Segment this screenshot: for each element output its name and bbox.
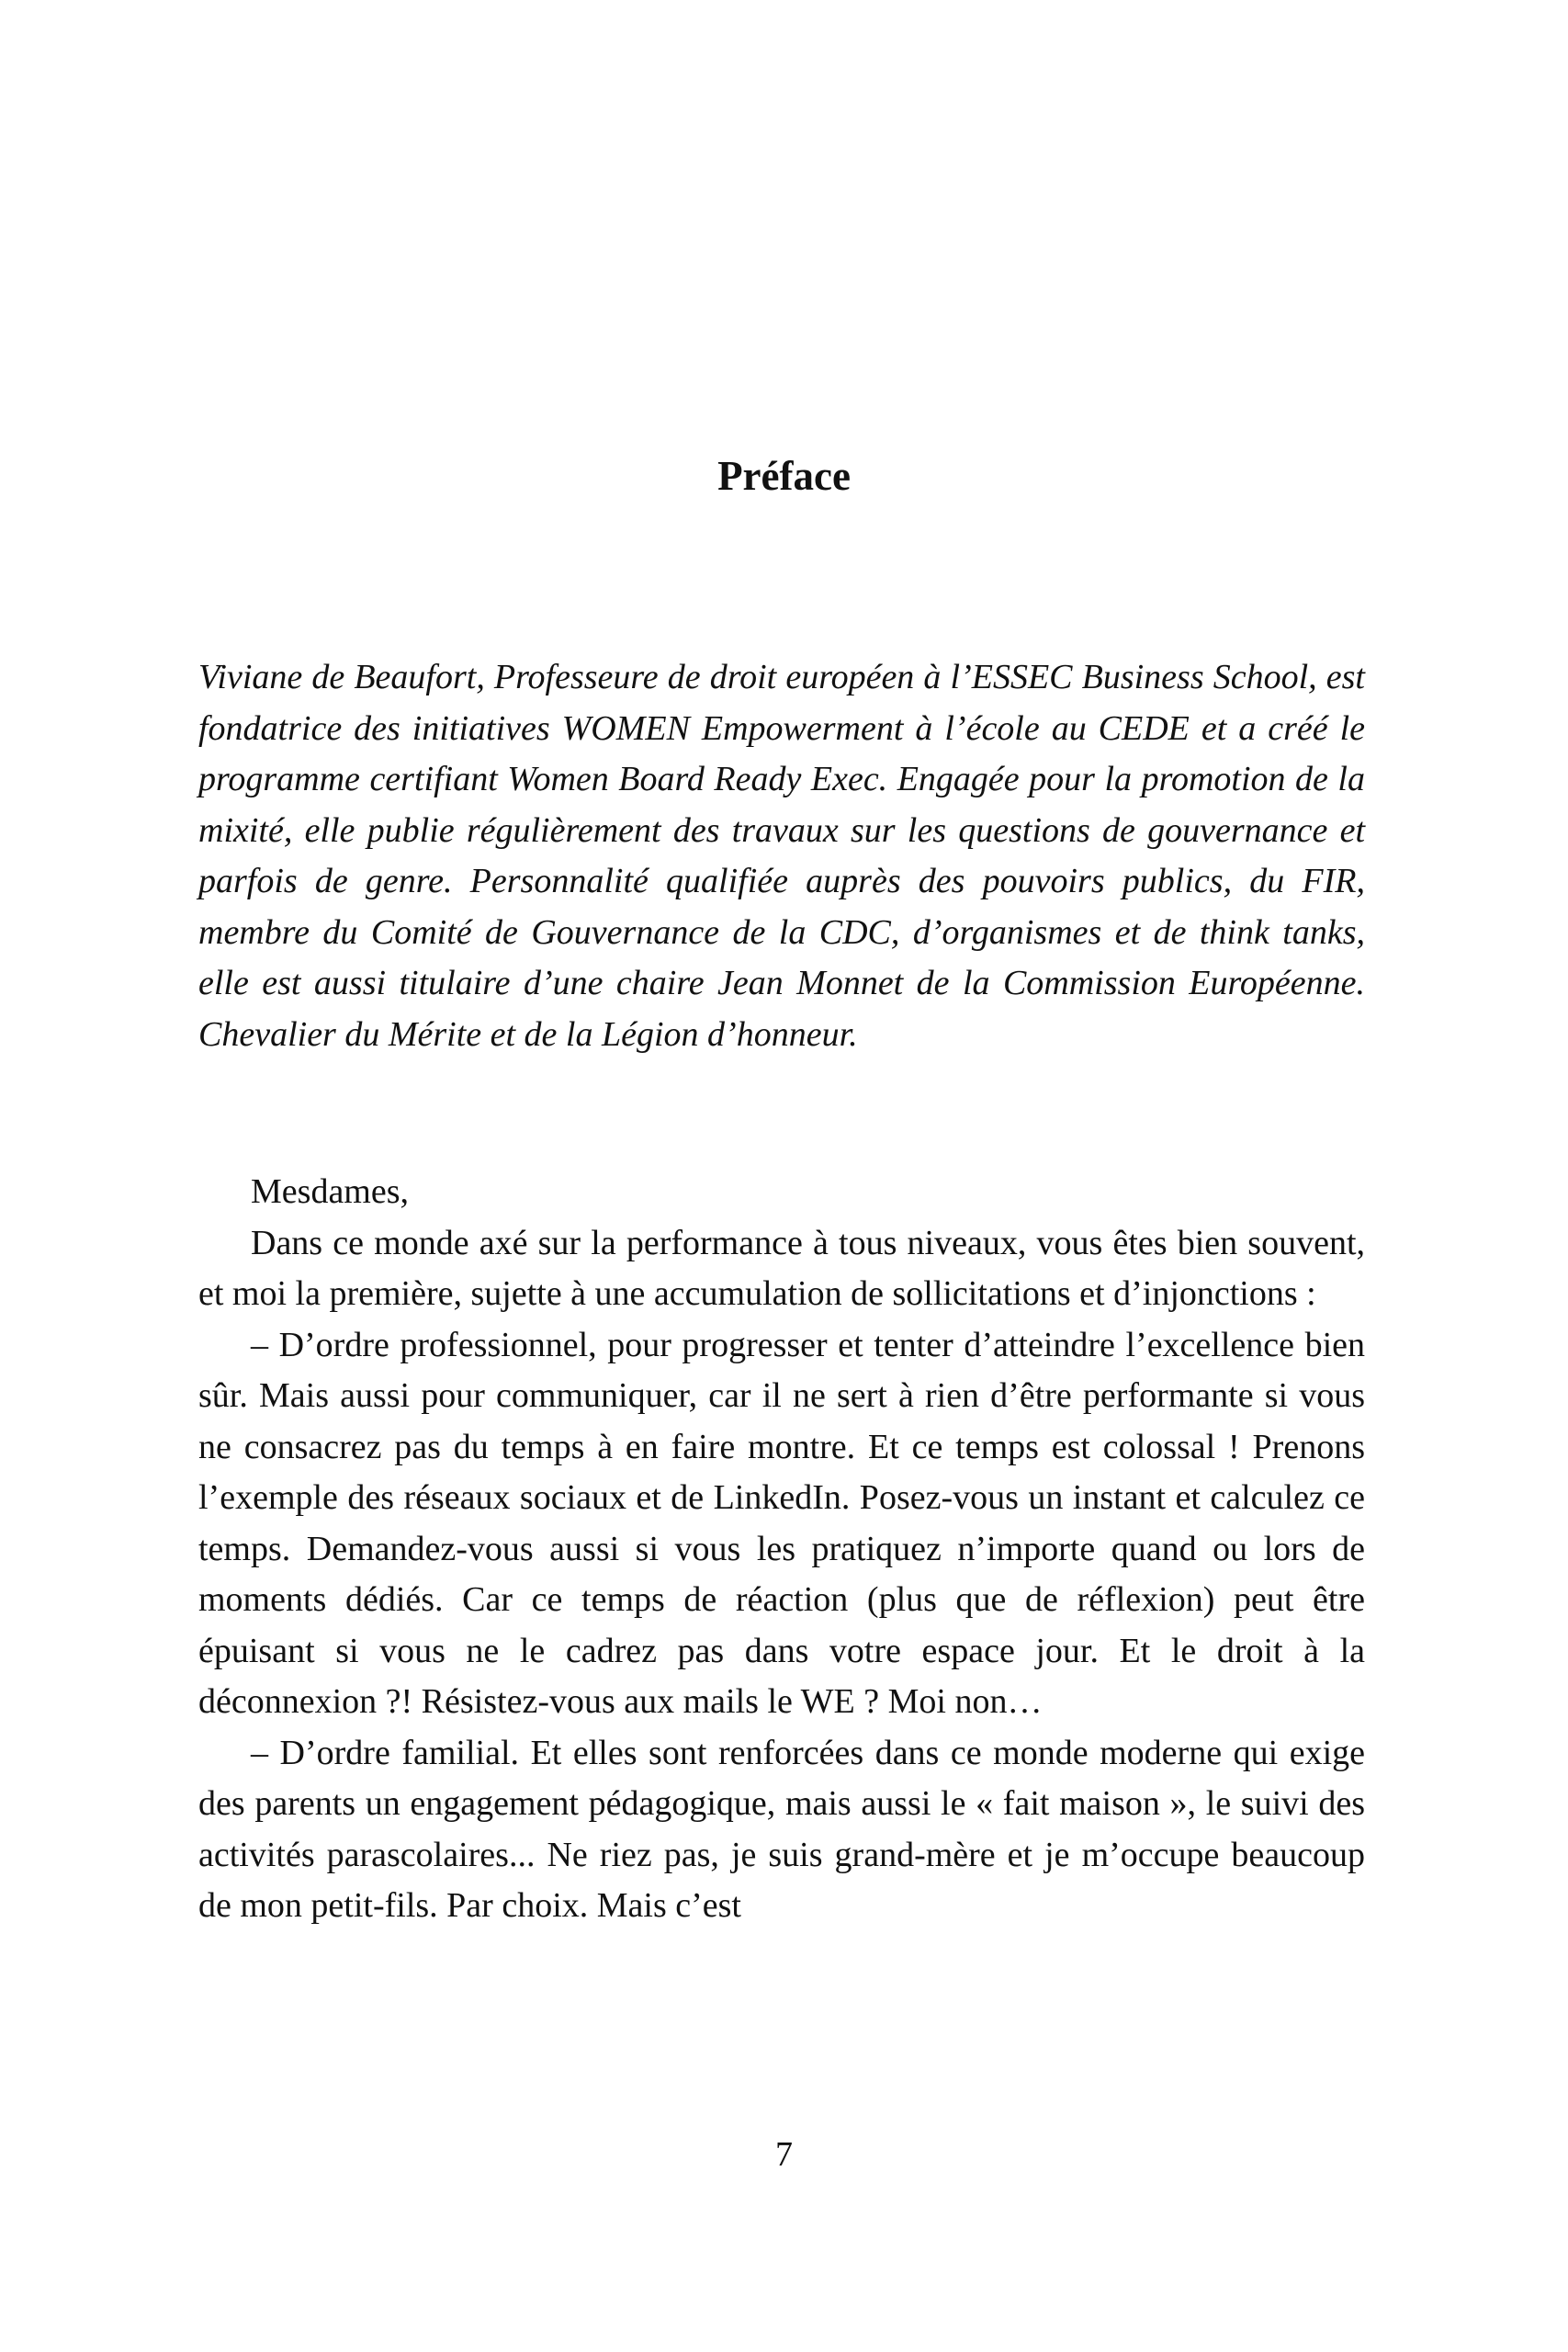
page-number: 7 (775, 2135, 793, 2174)
preface-body (198, 1167, 1365, 1932)
author-bio: Viviane de Beaufort, Professeure de droit européen à l’ESSEC Business School, est fondatrice des initiatives WOMEN Empowerment à l’école au CEDE et a créé le programme certifiant Women Board Ready Exec. Engagée pour la promotion de la mixité, elle publie régulièrement des travaux sur les questions de gouvernance et parfois de genre. Personnalité qualifiée auprès des pouvoirs publics, du FIR, membre du Comité de Gouvernance de la CDC, d’organismes et de think tanks, elle est aussi titulaire d’une chaire Jean Monnet de la Commission Européenne. Chevalier du Mérite et de la Légion d’honneur. (198, 658, 1365, 1054)
paragraph-professional: – D’ordre professionnel, pour progresser et tenter d’atteindre l’excellence bien sûr. Mais aussi pour communiquer, car il ne sert à rien d’être performante si vous ne consacrez pas du temps à en faire montre. Et ce temps est colossal ! Prenons l’exemple des réseaux sociaux et de LinkedIn. Posez-vous un instant et calculez ce temps. Demandez-vous aussi si vous les pratiquez n’importe quand ou lors de moments dédiés. Car ce temps de réaction (plus que de réflexion) peut être épuisant si vous ne le cadrez pas dans votre espace jour. Et le droit à la déconnexion ?! Résistez-vous aux mails le WE ? Moi non… (198, 1325, 1365, 1721)
salutation: Mesdames, (251, 1172, 410, 1211)
page-title: Préface (717, 453, 851, 499)
paragraph-family: – D’ordre familial. Et elles sont renforcées dans ce monde moderne qui exige des parents un engagement pédagogique, mais aussi le « fait maison », le suivi des activités parascolaires... Ne riez pas, je suis grand-mère et je m’occupe beaucoup de mon petit-fils. Par choix. Mais c’est (198, 1733, 1365, 1925)
paragraph-intro: Dans ce monde axé sur la performance à tous niveaux, vous êtes bien souvent, et moi la première, sujette à une accumulation de sollicitations et d’injonctions : (198, 1223, 1365, 1313)
